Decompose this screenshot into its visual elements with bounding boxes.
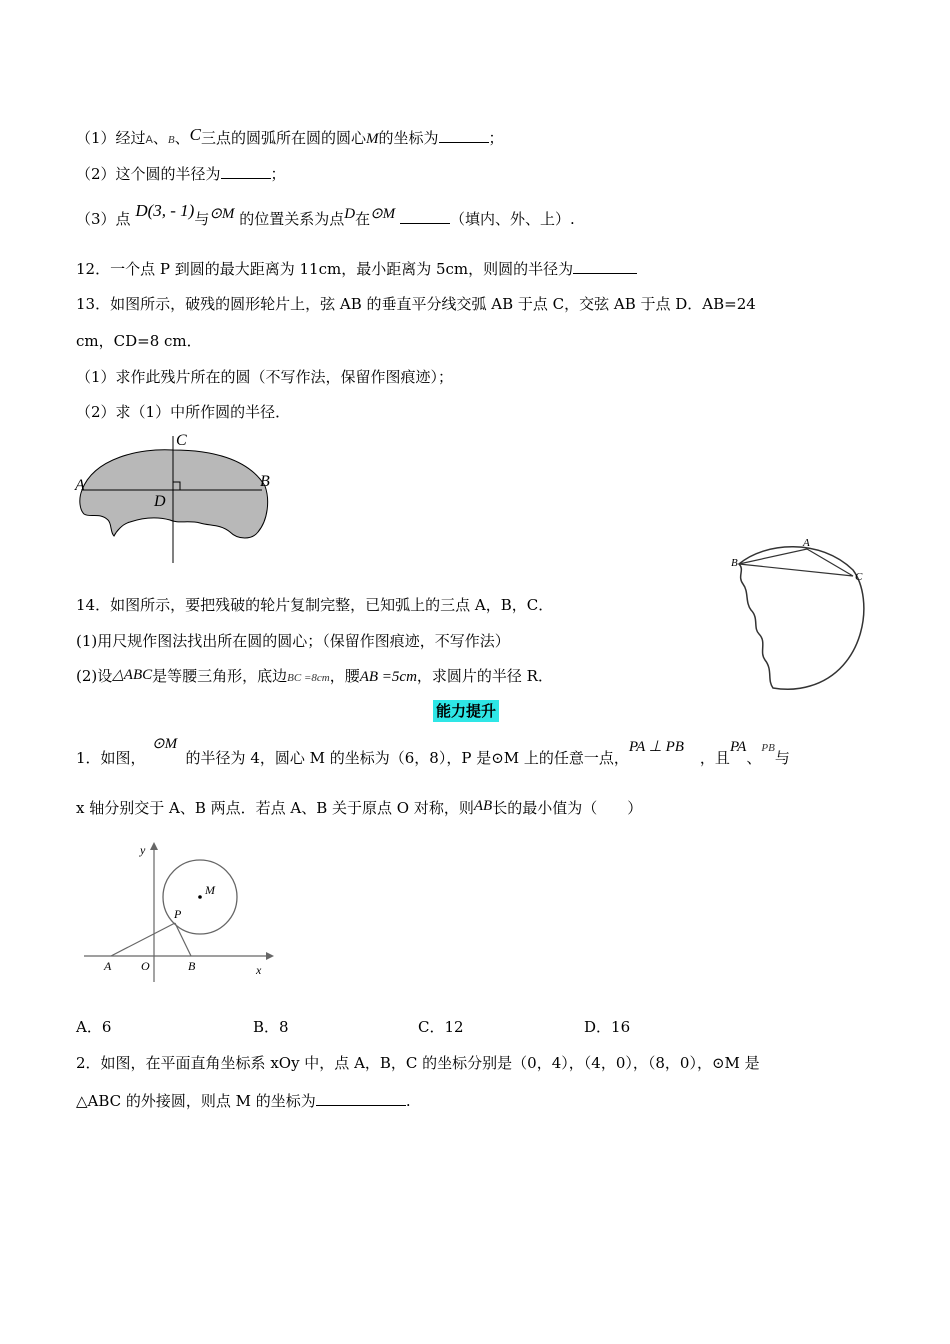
pb-label: PB: [761, 742, 775, 754]
circle-m-symbol: ⊙M: [152, 736, 178, 752]
option-d[interactable]: D．16: [584, 1018, 631, 1036]
q11-part3-mid: 的位置关系为点: [239, 210, 345, 228]
answer-blank[interactable]: [400, 208, 450, 224]
q13-line2: cm，CD=8 cm．: [76, 332, 202, 350]
pa-label: PA: [729, 739, 747, 755]
option-b[interactable]: B．8: [253, 1018, 289, 1036]
ab-length: AB =5cm: [359, 669, 417, 685]
pa-perp-pb: PA ⊥ PB: [628, 739, 684, 755]
fig-label-a: A: [75, 477, 85, 494]
q11-part1-tail: 的坐标为: [378, 129, 439, 147]
point-a-label: A: [145, 134, 153, 146]
q13-line1: 13．如图所示，破残的圆形轮片上，弦 AB 的垂直平分线交弧 AB 于点 C，交弦 AB 于点 D．AB=24: [76, 295, 756, 313]
option-a[interactable]: A．6: [76, 1018, 112, 1036]
ext1-line2-tail: 长的最小值为（ ）: [492, 799, 643, 817]
separator: 、: [152, 129, 168, 147]
ext1-and: ，且: [699, 749, 730, 767]
center-m-label: M: [366, 131, 379, 147]
answer-blank[interactable]: [221, 163, 271, 179]
fig-label-x: x: [256, 963, 262, 977]
separator: 、: [174, 129, 190, 147]
q14-line1: 14．如图所示，要把残破的轮片复制完整，已知弧上的三点 A，B，C．: [76, 596, 554, 614]
ext1-line2: [76, 798, 642, 819]
q11-part2-text: （2）这个圆的半径为: [76, 165, 221, 183]
q13-line3: （1）求作此残片所在的圆（不写作法，保留作图痕迹）；: [76, 368, 454, 386]
q11-part3-with: 与: [194, 210, 210, 228]
fig-label-c: C: [855, 571, 863, 583]
q14-line3: [76, 666, 553, 688]
fig-label-d: D: [154, 493, 166, 510]
fig-label-a: A: [803, 537, 810, 549]
q11-part3-tail: （填内、外、上）.: [449, 210, 575, 228]
fig-label-y: y: [140, 843, 146, 857]
ext1-line2-text: x 轴分别交于 A、B 两点．若点 A、B 关于原点 O 对称，则: [76, 799, 474, 817]
q11-part1-prefix: （1）经过: [76, 129, 146, 147]
y-axis-arrow: [150, 842, 158, 850]
q11-part1-mid: 三点的圆弧所在圆的圆心: [201, 129, 367, 147]
q14-line3-tail: ，求圆片的半径 R．: [416, 667, 553, 685]
q14-line3-prefix: (2)设: [76, 667, 113, 685]
broken-wheel-figure: [70, 428, 280, 568]
fig-label-c: C: [176, 432, 187, 449]
ext1-with: 与: [774, 749, 790, 767]
ext1-lead: 1．如图，: [76, 749, 146, 767]
point-d-label: D: [344, 206, 356, 222]
circle-m-symbol: ⊙M: [370, 206, 396, 222]
segment-pb: [175, 923, 191, 956]
answer-blank[interactable]: [573, 258, 637, 274]
ext1-line1: [76, 736, 790, 770]
punct: ；: [270, 165, 286, 183]
fig-label-m: M: [205, 883, 215, 897]
ab-label: AB: [473, 798, 493, 814]
wheel-shape: [80, 450, 268, 538]
fig-label-o: O: [141, 959, 150, 973]
point-d-coords: D(3, - 1): [135, 201, 195, 220]
q11-part3-in: 在: [355, 210, 371, 228]
segment-pa: [111, 923, 175, 956]
answer-blank[interactable]: [316, 1090, 406, 1106]
ext2-line2: [76, 1090, 411, 1111]
bc-length: BC =8cm: [287, 672, 330, 684]
q11-part3-prefix: （3）点: [76, 210, 131, 228]
fig-label-b: B: [188, 959, 196, 973]
wheel-arc-figure: [725, 530, 875, 695]
q14-line2: (1)用尺规作图法找出所在圆的圆心；（保留作图痕迹，不写作法）: [76, 632, 510, 650]
q11-part3: [76, 201, 575, 230]
coordinate-figure: [78, 836, 278, 986]
q11-part2: [76, 163, 286, 184]
q12-text: 12．一个点 P 到圆的最大距离为 11cm，最小距离为 5cm，则圆的半径为: [76, 260, 574, 278]
ext1-mid: 的半径为 4，圆心 M 的坐标为（6，8），P 是⊙M 上的任意一点，: [185, 749, 629, 767]
separator: 、: [746, 749, 762, 767]
q14-line3-mid2: ，腰: [329, 667, 360, 685]
fig-label-b: B: [731, 557, 738, 569]
ext2-line1: 2．如图，在平面直角坐标系 xOy 中，点 A，B，C 的坐标分别是（0，4），（4，0），（8，0），⊙M 是: [76, 1054, 760, 1072]
fig-label-a: A: [104, 959, 112, 973]
x-axis-arrow: [266, 952, 274, 960]
q14-line3-mid: 是等腰三角形，底边: [152, 667, 288, 685]
fig-label-p: P: [174, 907, 182, 921]
q11-part1: [76, 127, 504, 150]
point-c-label: C: [189, 125, 201, 144]
option-c[interactable]: C．12: [418, 1018, 464, 1036]
ext2-line2-text: △ABC 的外接圆，则点 M 的坐标为: [76, 1092, 316, 1110]
fig-label-b: B: [260, 473, 270, 490]
point-b-label: B: [167, 134, 175, 146]
answer-blank[interactable]: [439, 127, 489, 143]
triangle-abc-symbol: △ABC: [112, 667, 153, 683]
q13-line4: （2）求（1）中所作圆的半径．: [76, 403, 291, 421]
q12: [76, 258, 637, 279]
punct: ；: [488, 129, 504, 147]
punct: .: [405, 1092, 411, 1110]
section-heading: 能力提升: [433, 700, 499, 722]
center-m-dot: [198, 895, 202, 899]
circle-m-symbol: ⊙M: [209, 206, 235, 222]
wheel-outline: [739, 547, 864, 690]
